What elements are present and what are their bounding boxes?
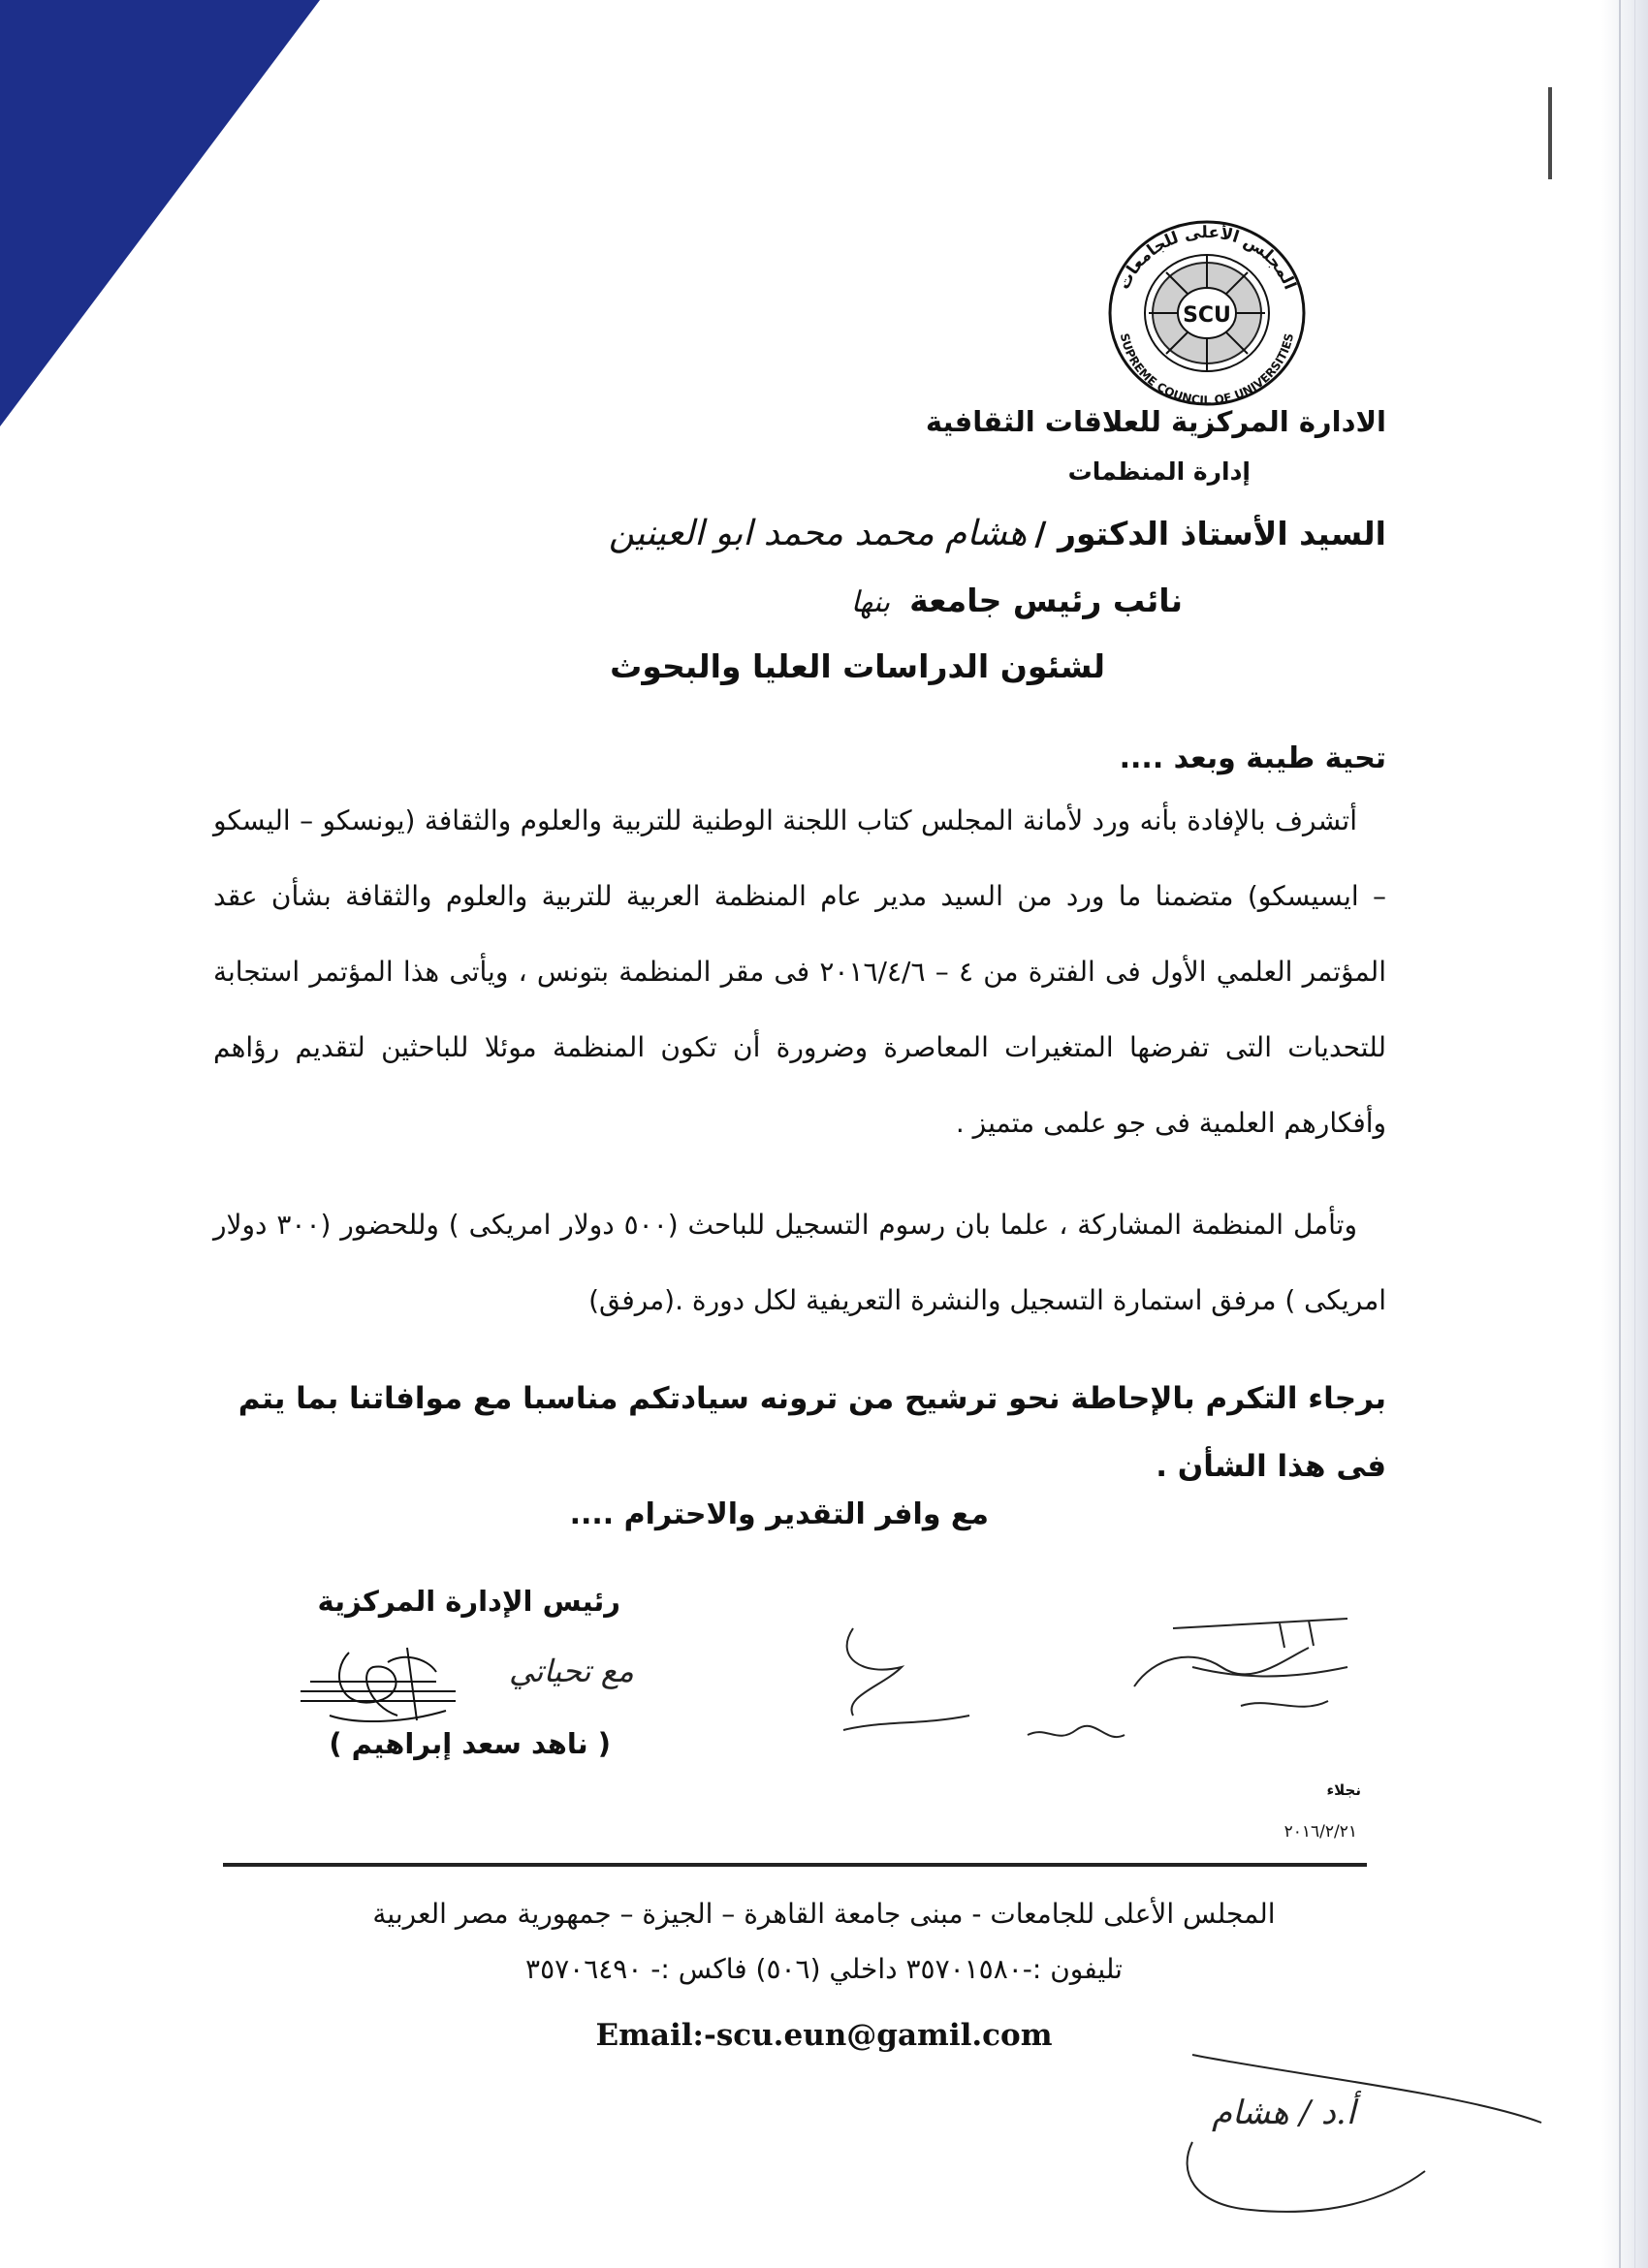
reference-date: ٢٠١٦/٢/٢١ xyxy=(1284,1822,1357,1842)
scan-mark xyxy=(1548,87,1552,179)
seal-arabic-text: المجلس الأعلى للجامعات xyxy=(1114,223,1300,293)
addressee-position: نائب رئيس جامعة xyxy=(909,582,1183,619)
addressee-line-1 xyxy=(609,514,1386,553)
addressee-line-3: لشئون الدراسات العليا والبحوث xyxy=(610,647,1105,685)
footer-address: المجلس الأعلى للجامعات - مبنى جامعة القاهرة – الجيزة – جمهورية مصر العربية xyxy=(372,1898,1276,1930)
body-paragraph-2: وتأمل المنظمة المشاركة ، علما بان رسوم التسجيل للباحث (٥٠٠ دولار امريكى ) وللحضور (٣٠٠ دولار امريكى ) مرفق استمارة التسجيل والنشرة التعريفية لكل دورة .(مرفق) xyxy=(213,1209,1386,1316)
seal-abbr: SCU xyxy=(1183,303,1231,328)
reference-initials: نجلاء xyxy=(1326,1781,1361,1799)
greeting: تحية طيبة وبعد .... xyxy=(1119,741,1386,775)
handwritten-university: بنها xyxy=(850,585,891,619)
footer-divider xyxy=(223,1863,1367,1867)
handwritten-bottom-note: أ.د / هشام xyxy=(1212,2094,1356,2132)
handwritten-cc-note: مع تحياتي xyxy=(509,1653,634,1689)
seal-english-text: SUPREME COUNCIL OF UNIVERSITIES xyxy=(1117,331,1297,408)
footer-phones: تليفون :-٣٥٧٠١٥٨٠ داخلي (٥٠٦) فاكس :- ٣٥٧٠٦٤٩٠ xyxy=(525,1953,1123,1985)
sub-department-name: إدارة المنظمات xyxy=(1067,457,1251,486)
addressee-line-2 xyxy=(851,582,1183,619)
request-paragraph: برجاء التكرم بالإحاطة نحو ترشيح من ترونه سيادتكم مناسبا مع موافاتنا بما يتم فى هذا الشأن . xyxy=(238,1381,1386,1484)
department-name: الادارة المركزية للعلاقات الثقافية xyxy=(925,405,1386,438)
handwritten-addressee-name: هشام محمد محمد ابو العينين xyxy=(608,514,1028,553)
closing: مع وافر التقدير والاحترام .... xyxy=(569,1497,989,1531)
signatory-name: ( ناهد سعد إبراهيم ) xyxy=(329,1727,611,1760)
body-paragraph-1: أتشرف بالإفادة بأنه ورد لأمانة المجلس كتاب اللجنة الوطنية للتربية والعلوم والثقافة (يونسكو – اليسكو – ايسيسكو) متضمنا ما ورد من السيد مدير عام المنظمة العربية للتربية والعلوم والثقافة بشأن عقد المؤتمر العلمي الأول فى الفترة من ٤ – ٢٠١٦/٤/٦ فى مقر المنظمة بتونس ، ويأتى هذا المؤتمر استجابة للتحديات التى تفرضها المتغيرات المعاصرة وضرورة أن تكون المنظمة موئلا للباحثين لتقديم رؤاهم وأفكارهم العلمية فى جو علمى متميز . xyxy=(213,804,1386,1139)
addressee-title: السيد الأستاذ الدكتور / xyxy=(1034,515,1386,552)
footer-email: Email:-scu.eun@gamil.com xyxy=(595,2018,1053,2053)
signatory-title: رئيس الإدارة المركزية xyxy=(317,1585,620,1618)
